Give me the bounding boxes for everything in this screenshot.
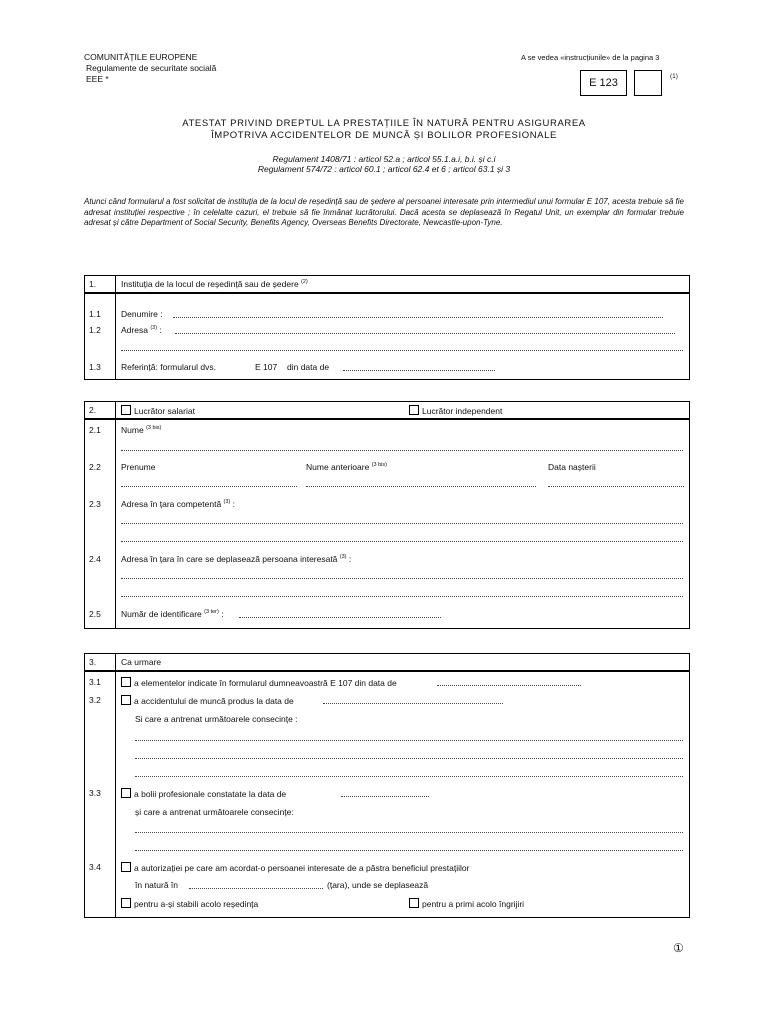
page-number: ① [673, 941, 684, 955]
self-employed-option[interactable]: Lucrător independent [409, 405, 502, 416]
destination-address-field-1[interactable] [121, 578, 683, 579]
section1-header [84, 275, 690, 293]
row-number: 3.3 [89, 788, 101, 798]
previous-names-field[interactable] [306, 486, 536, 487]
accident-consequences-label: Si care a antrenat următoarele consecințe : [135, 714, 298, 724]
section2-header [84, 401, 690, 419]
regulation-line1: Regulament 1408/71 : articol 52.a ; articol 55.1.a.i, b.i. și c.i [272, 154, 496, 164]
instructions-ref: A se vedea «instrucțiunile» de la pagina 3 [521, 53, 660, 62]
intro-paragraph: Atunci când formularul a fost solicitat de instituția de la locul de reședință sau de ședere al persoanei interesate prin intermediul unui formular E 107, acesta trebuie să fie adresat instituției respective ; în celelalte cazuri, el trebuie să fie înmânat lucrătorului. Dacă acesta se deplasează în Regatul Unit, un exemplar din formular trebuie adresat și către Department of Social Security, Benefits Agency, Overseas Benefits Directorate, Newcastle-upon-Tyne. [84, 197, 684, 227]
accident-consequences-field-2[interactable] [135, 758, 683, 759]
competent-address-field-2[interactable] [121, 541, 683, 542]
reference-label: Referință: formularul dvs. [121, 362, 216, 372]
row-number: 2.5 [89, 609, 101, 619]
row-number: 2.3 [89, 499, 101, 509]
section2-body [84, 419, 690, 629]
birth-date-field[interactable] [548, 486, 684, 487]
section3-body [84, 671, 690, 918]
institution-address-label: Adresa $^{(3)}$ : [121, 325, 162, 335]
destination-address-label: Adresa în țara în care se deplasează persoana interesată $^{(3)}$ : [121, 554, 352, 564]
reference-date-field[interactable] [343, 370, 495, 371]
accident-date-field[interactable] [323, 703, 503, 704]
disease-consequences-label: și care a antrenat următoarele consecințe: [135, 807, 294, 817]
section3-header [84, 653, 690, 671]
first-name-label: Prenume [121, 462, 156, 472]
birth-date-label: Data nașterii [548, 462, 596, 472]
form-title-line2: ÎMPOTRIVA ACCIDENTELOR DE MUNCĂ ȘI BOLILOR PROFESIONALE [211, 130, 557, 141]
option-3-2[interactable]: a accidentului de muncă produs la data de [121, 695, 294, 706]
section3-number: 3. [89, 657, 97, 667]
checkbox-3-4[interactable] [121, 862, 131, 872]
residence-checkbox[interactable] [121, 898, 131, 908]
institution-address-field-2[interactable] [121, 350, 683, 351]
section3-title: Ca urmare [121, 657, 162, 667]
option-3-1[interactable]: a elementelor indicate în formularul dumneavoastră E 107 din data de [121, 677, 397, 688]
option-residence[interactable]: pentru a-și stabili acolo reședința [121, 898, 258, 909]
destination-country-field[interactable] [189, 888, 323, 889]
regulation-line2: Regulament 574/72 : articol 60.1 ; articol 62.4 et 6 ; articol 63.1 și 3 [257, 164, 511, 174]
option-3-4[interactable]: a autorizației pe care am acordat-o persoanei interesate de a păstra beneficiul prestațiilor [121, 862, 469, 873]
institution-name-field[interactable] [173, 317, 663, 318]
country-label: (țara), unde se deplasează [327, 880, 429, 890]
self-employed-checkbox[interactable] [409, 405, 419, 415]
form-title-line1: ATESTAT PRIVIND DREPTUL LA PRESTAȚIILE ÎN NATURĂ PENTRU ASIGURAREA [182, 118, 586, 129]
competent-address-field-1[interactable] [121, 523, 683, 524]
org-line1: COMUNITĂȚILE EUROPENE [84, 52, 198, 62]
org-line3: EEE * [86, 74, 109, 84]
id-number-field[interactable] [239, 617, 441, 618]
accident-consequences-field-1[interactable] [135, 740, 683, 741]
care-checkbox[interactable] [409, 898, 419, 908]
row-number: 2.4 [89, 554, 101, 564]
id-number-label: Număr de identificare $^{(3 ter)}$ : [121, 609, 224, 619]
section1-body [84, 293, 690, 380]
employee-option[interactable]: Lucrător salariat [121, 405, 195, 416]
row-number: 3.2 [89, 695, 101, 705]
surname-label: Nume $^{(3 bis)}$ [121, 425, 162, 435]
section1-title: Instituția de la locul de reședință sau de ședere $^{(2)}$ [121, 279, 308, 289]
row-number: 3.4 [89, 862, 101, 872]
institution-name-label: Denumire : [121, 309, 163, 319]
checkbox-3-2[interactable] [121, 695, 131, 705]
accident-consequences-field-3[interactable] [135, 776, 683, 777]
org-line2: Regulamente de securitate socială [86, 63, 217, 73]
reference-form-code: E 107 [255, 362, 278, 372]
section2-number: 2. [89, 405, 97, 415]
form-e107-date-field[interactable] [437, 685, 581, 686]
competent-address-label: Adresa în țara competentă $^{(3)}$ : [121, 499, 236, 509]
form-copy-field[interactable] [634, 70, 662, 96]
previous-names-label: Nume anterioare $^{(3 bis)}$ [306, 462, 387, 472]
in-kind-in-label: în natură în [135, 880, 179, 890]
row-number: 1.3 [89, 362, 101, 372]
form-code-box: E 123 [580, 70, 627, 96]
section1-number: 1. [89, 279, 97, 289]
row-number: 2.2 [89, 462, 101, 472]
destination-address-field-2[interactable] [121, 596, 683, 597]
row-number: 2.1 [89, 425, 101, 435]
checkbox-3-3[interactable] [121, 788, 131, 798]
reference-date-label: din data de [287, 362, 330, 372]
disease-consequences-field-1[interactable] [135, 832, 683, 833]
checkbox-3-1[interactable] [121, 677, 131, 687]
institution-address-field[interactable] [175, 333, 675, 334]
employee-checkbox[interactable] [121, 405, 131, 415]
option-care[interactable]: pentru a primi acolo îngrijiri [409, 898, 524, 909]
option-3-3[interactable]: a bolii profesionale constatate la data de [121, 788, 286, 799]
disease-consequences-field-2[interactable] [135, 850, 683, 851]
header-org [84, 52, 216, 85]
first-name-field[interactable] [121, 486, 297, 487]
surname-field[interactable] [121, 450, 683, 451]
row-number: 1.1 [89, 309, 101, 319]
row-number: 1.2 [89, 325, 101, 335]
disease-date-field[interactable] [341, 796, 429, 797]
form-note-ref: (1) [670, 73, 678, 80]
row-number: 3.1 [89, 677, 101, 687]
